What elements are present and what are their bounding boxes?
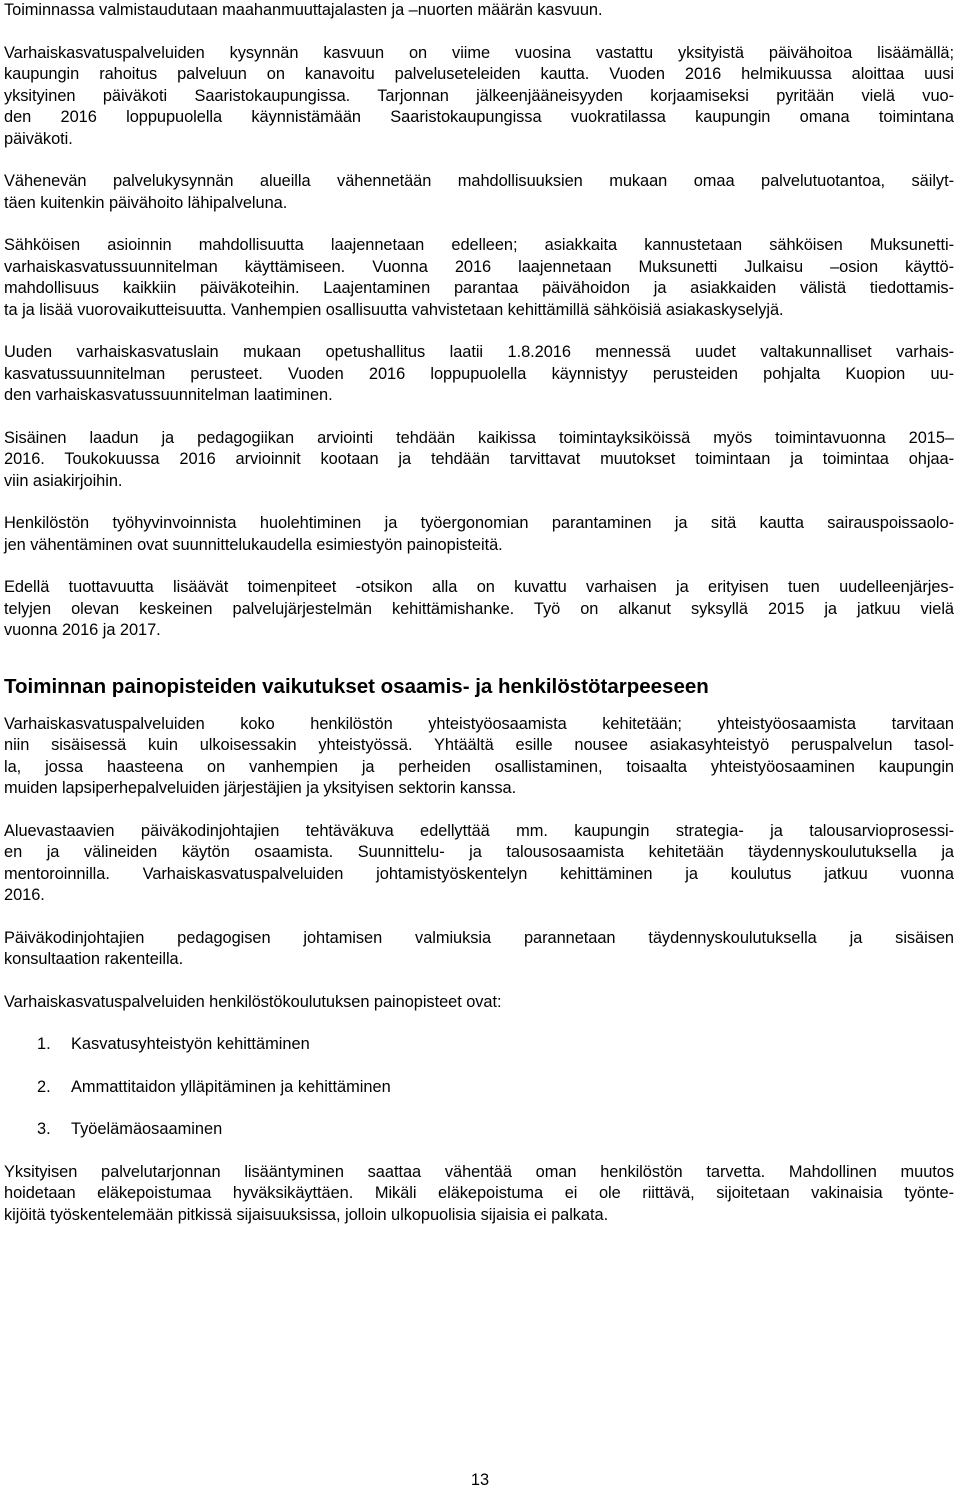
list-item-text: Kasvatusyhteistyön kehittäminen	[71, 1035, 310, 1053]
text-line: jen vähentäminen ovat suunnittelukaudella esimiestyön painopisteitä.	[4, 535, 503, 554]
text-line: vuonna 2016 ja 2017.	[4, 621, 161, 639]
text-line: Varhaiskasvatuspalveluiden koko henkilöstön yhteistyöosaamista kehitetään; yhteistyöosaamista tarvitaan	[4, 714, 954, 733]
list-item-text: Työelämäosaaminen	[71, 1120, 223, 1138]
text-line: la, jossa haasteena on vanhempien ja perheiden osallistaminen, toisaalta yhteistyöosaaminen kaupungin	[4, 757, 954, 776]
paragraph-wellbeing	[4, 513, 954, 556]
text-line: yksityinen päiväkoti Saaristokaupungissa. Tarjonnan jälkeenjääneisyyden korjaamiseksi pyritään vielä vuo-	[4, 86, 954, 105]
list-item-number: 1.	[37, 1035, 51, 1053]
text-line: mentoroinnilla. Varhaiskasvatuspalveluiden johtamistyöskentelyn kehittäminen ja koulutus jatkuu vuonna	[4, 864, 954, 883]
text-line: Uuden varhaiskasvatuslain mukaan opetushallitus laatii 1.8.2016 mennessä uudet valtakunnalliset varhais-	[4, 343, 954, 361]
text-line: mahdollisuus kaikkiin päiväkoteihin. Laajentaminen parantaa päivähoidon ja asiakkaiden välistä tiedottamis-	[4, 279, 954, 297]
text-line: kijöitä työskentelemään pitkissä sijaisuuksissa, jolloin ulkopuolisia sijaisia ei palkata.	[4, 1205, 609, 1224]
text-line: viin asiakirjoihin.	[4, 471, 123, 490]
text-line: Edellä tuottavuutta lisäävät toimenpiteet -otsikon alla on kuvattu varhaisen ja erityisen tuen uudelleenjärjes-	[4, 578, 954, 596]
text-line: Sähköisen asioinnin mahdollisuutta laajennetaan edelleen; asiakkaita kannustetaan sähköisen Muksunetti-	[4, 236, 954, 254]
paragraph-pedagogical-leadership	[4, 928, 954, 971]
paragraph-declining-demand	[4, 171, 954, 214]
text-line: varhaiskasvatussuunnitelman käyttämiseen. Vuonna 2016 laajennetaan Muksunetti Julkaisu –osion käyttö-	[4, 257, 954, 276]
text-line: Toiminnassa valmistaudutaan maahanmuuttajalasten ja –nuorten määrän kasvuun.	[4, 1, 603, 19]
paragraph-electronic-services	[4, 235, 954, 321]
list-item-number: 3.	[37, 1120, 51, 1138]
paragraph-immigrant-children	[4, 0, 954, 22]
text-line: Vähenevän palvelukysynnän alueilla vähennetään mahdollisuuksien mukaan omaa palvelutuotantoa, säilyt-	[4, 172, 954, 190]
list-item-text: Ammattitaidon ylläpitäminen ja kehittäminen	[71, 1077, 391, 1096]
document-page	[4, 0, 954, 1226]
text-line: kasvatussuunnitelman perusteet. Vuoden 2016 loppupuolella käynnistyy perusteiden pohjalta Kuopion uu-	[4, 364, 954, 383]
paragraph-new-law	[4, 342, 954, 407]
text-line: ta ja lisää vuorovaikutteisuutta. Vanhempien osallisuutta vahvistetaan kehittämillä sähköisiä asiakaskyselyjä.	[4, 300, 784, 319]
text-line: niin sisäisessä kuin ulkoisessakin yhteistyössä. Yhtäältä esille nousee asiakasyhteistyö peruspalvelun tasol-	[4, 736, 954, 754]
paragraph-quality-evaluation	[4, 428, 954, 493]
paragraph-productivity	[4, 577, 954, 642]
text-line: telyjen olevan keskeinen palvelujärjestelmän kehittämishanke. Työ on alkanut syksyllä 2015 ja jatkuu vielä	[4, 599, 954, 618]
text-line: kaupungin rahoitus palveluun on kanavoitu palveluseteleiden kautta. Vuoden 2016 helmikuussa aloittaa uusi	[4, 65, 954, 83]
text-line: Aluevastaavien päiväkodinjohtajien tehtäväkuva edellyttää mm. kaupungin strategia- ja talousarvioprosessi-	[4, 821, 954, 840]
text-line: Yksityisen palvelutarjonnan lisääntyminen saattaa vähentää oman henkilöstön tarvetta. Mahdollinen muutos	[4, 1162, 954, 1181]
text-line: Varhaiskasvatuspalveluiden henkilöstökoulutuksen painopisteet ovat:	[4, 992, 502, 1011]
list-item	[4, 1077, 954, 1099]
text-line: hoidetaan eläkepoistumaa hyväksikäyttäen. Mikäli eläkepoistuma ei ole riittävä, sijoitetaan vakinaisia työnte-	[4, 1184, 954, 1202]
text-line: konsultaation rakenteilla.	[4, 950, 184, 968]
text-line: Varhaiskasvatuspalveluiden kysynnän kasvuun on viime vuosina vastattu yksityistä päivähoitoa lisäämällä;	[4, 43, 954, 62]
text-line: Sisäinen laadun ja pedagogiikan arviointi tehdään kaikissa toimintayksiköissä myös toimintavuonna 2015–	[4, 428, 954, 447]
paragraph-cooperation-skills	[4, 714, 954, 800]
paragraph-area-managers	[4, 821, 954, 907]
text-line: den varhaiskasvatussuunnitelman laatiminen.	[4, 386, 333, 404]
text-line: täen kuitenkin päivähoito lähipalveluna.	[4, 193, 288, 212]
text-line: 2016. Toukokuussa 2016 arvioinnit kootaan ja tehdään tarvittavat muutokset toimintaan ja toimintaa ohjaa-	[4, 450, 954, 468]
list-item	[4, 1034, 954, 1056]
paragraph-staffing-needs	[4, 1162, 954, 1227]
paragraph-training-focus	[4, 992, 954, 1014]
section-heading: Toiminnan painopisteiden vaikutukset osaamis- ja henkilöstötarpeeseen	[4, 674, 709, 698]
text-line: den 2016 loppupuolella käynnistämään Saaristokaupungissa vuokratilassa kaupungin omana toimintana	[4, 108, 954, 126]
paragraph-private-daycare	[4, 43, 954, 151]
text-line: Päiväkodinjohtajien pedagogisen johtamisen valmiuksia parannetaan täydennyskoulutuksella ja sisäisen	[4, 928, 954, 947]
training-focus-list	[4, 1034, 954, 1141]
text-line: päiväkoti.	[4, 129, 73, 148]
list-item	[4, 1119, 954, 1141]
text-line: en ja välineiden käytön osaamista. Suunnittelu- ja talousosaamista kehitetään täydennyskoulutuksella ja	[4, 843, 954, 861]
page-number: 13	[470, 1471, 490, 1489]
text-line: 2016.	[4, 886, 45, 904]
text-line: Henkilöstön työhyvinvoinnista huolehtiminen ja työergonomian parantaminen ja sitä kautta sairauspoissaolo-	[4, 514, 954, 532]
list-item-number: 2.	[37, 1077, 51, 1096]
text-line: muiden lapsiperhepalveluiden järjestäjien ja yksityisen sektorin kanssa.	[4, 779, 517, 797]
